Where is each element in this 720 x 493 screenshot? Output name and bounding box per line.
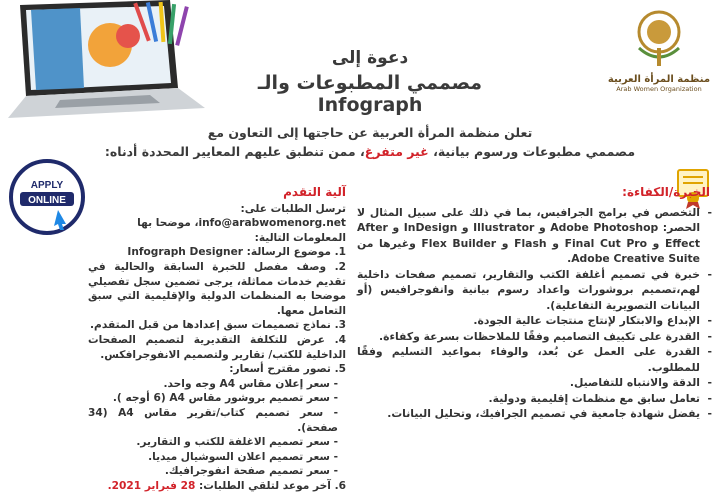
application-heading: آلية التقدم: [283, 185, 346, 199]
application-item: 4. عرض للتكلفة التقديرية لتصميم الصفحات الداخلية للكتب/ تقارير ولتصميم الانفوجرافكس.: [88, 333, 346, 361]
page-title-line1: دعوة إلى: [331, 48, 409, 68]
price-item: - سعر تصميم اعلان السوشيال ميديا.: [148, 450, 338, 463]
experience-item: - يفضل شهادة جامعية في تصميم الجرافيك، وتحليل البيانات.: [357, 406, 712, 422]
experience-item: - التخصص في برامج الجرافيس، بما في ذلك على سبيل المثال لا الحصر: Adobe Photoshop و Illustrator و InDesign و After Effect و Final Cut Pro و Flash و Flex Builder وغيرها من Adobe Creative Suite.: [357, 205, 712, 267]
deadline-item: [88, 479, 346, 493]
logo-name-en: Arab Women Organization: [616, 85, 702, 93]
price-item: - سعر تصميم صفحة انفوجرافيك.: [164, 465, 338, 478]
application-item: 5. تصور مقترح أسعار:: [229, 363, 346, 376]
intro-line2-b: ، ممن تنطبق عليهم المعايير المحددة أدناه:: [104, 144, 365, 159]
application-list: [88, 245, 346, 493]
apply-badge-line1: APPLY: [30, 180, 64, 191]
experience-heading: الخبرة/الكفاءة:: [622, 185, 710, 199]
price-item: - سعر تصميم الاغلفة للكتب و التقارير.: [136, 436, 338, 449]
intro-highlight: غير متفرغ: [364, 144, 429, 159]
experience-item: - خبرة في تصميم أغلفة الكتب والتقارير، تصميم صفحات داخلية لهم،تصميم بروشورات واعداد رسوم بيانية وانفوجرافيس (أو البيانات التصويرية التفاعلية).: [357, 267, 712, 314]
logo-emblem-icon: [624, 8, 694, 70]
experience-item: - القدرة على العمل عن بُعد، والوفاء بمواعيد التسليم وفقًا للمطلوب.: [357, 344, 712, 375]
price-item: - سعر تصميم كتاب/تقرير مقاس A4 (34 صفحة).: [88, 406, 339, 434]
experience-list: [357, 205, 712, 422]
logo-name-ar: منظمة المرأة العربية: [607, 74, 711, 85]
application-item: 2. وصف مفصل للخبرة السابقة والحالية في تقديم خدمات مماثلة، يرجى تضمين سجل تفصيلي موضحا به المنظمات الدولية والإقليمية التي سبق التعامل معها.: [88, 260, 346, 317]
experience-item: - الدقة والانتباه للتفاصيل.: [357, 375, 712, 391]
application-item: 1. موضوع الرسالة: Infograph Designer: [127, 246, 346, 259]
design-laptop-illustration: [0, 0, 210, 120]
intro-line1: تعلن منظمة المرأة العربية عن حاجتها إلى التعاون مع: [207, 125, 533, 140]
application-section: [88, 185, 346, 493]
experience-item: - الإبداع والابتكار لإنتاج منتجات عالية الجودة.: [357, 313, 712, 329]
application-intro1: ترسل الطلبات على:: [240, 202, 346, 215]
page-title-line2: مصممي المطبوعات والـ Infograph: [257, 72, 483, 116]
application-item: 3. نماذج تصميمات سبق إعدادها من قبل المتقدم.: [90, 319, 346, 332]
experience-item: - القدرة على تكييف التصاميم وفقًا للملاحظات بسرعة وكفاءة.: [357, 329, 712, 345]
deadline-date: 28 فبراير 2021.: [107, 479, 196, 492]
organization-logo: [604, 8, 714, 118]
experience-section: [357, 185, 712, 422]
intro-line2: [90, 142, 650, 161]
deadline-label: 6. آخر موعد لتلقي الطلبات:: [195, 479, 346, 492]
apply-online-badge[interactable]: [8, 158, 86, 236]
apply-badge-line2: ONLINE: [28, 195, 66, 206]
price-item: - سعر تصميم بروشور مقاس A4 (6 أوجه ).: [112, 392, 338, 405]
experience-item: - تعامل سابق مع منظمات إقليمية ودولية.: [357, 391, 712, 407]
intro-line2-a: مصممي مطبوعات ورسوم بيانية،: [428, 144, 636, 159]
application-intro2[interactable]: info@arabwomenorg.net، موضحا بها المعلومات التالية:: [137, 217, 346, 244]
price-item: - سعر إعلان مقاس A4 وجه واحد.: [163, 377, 338, 390]
